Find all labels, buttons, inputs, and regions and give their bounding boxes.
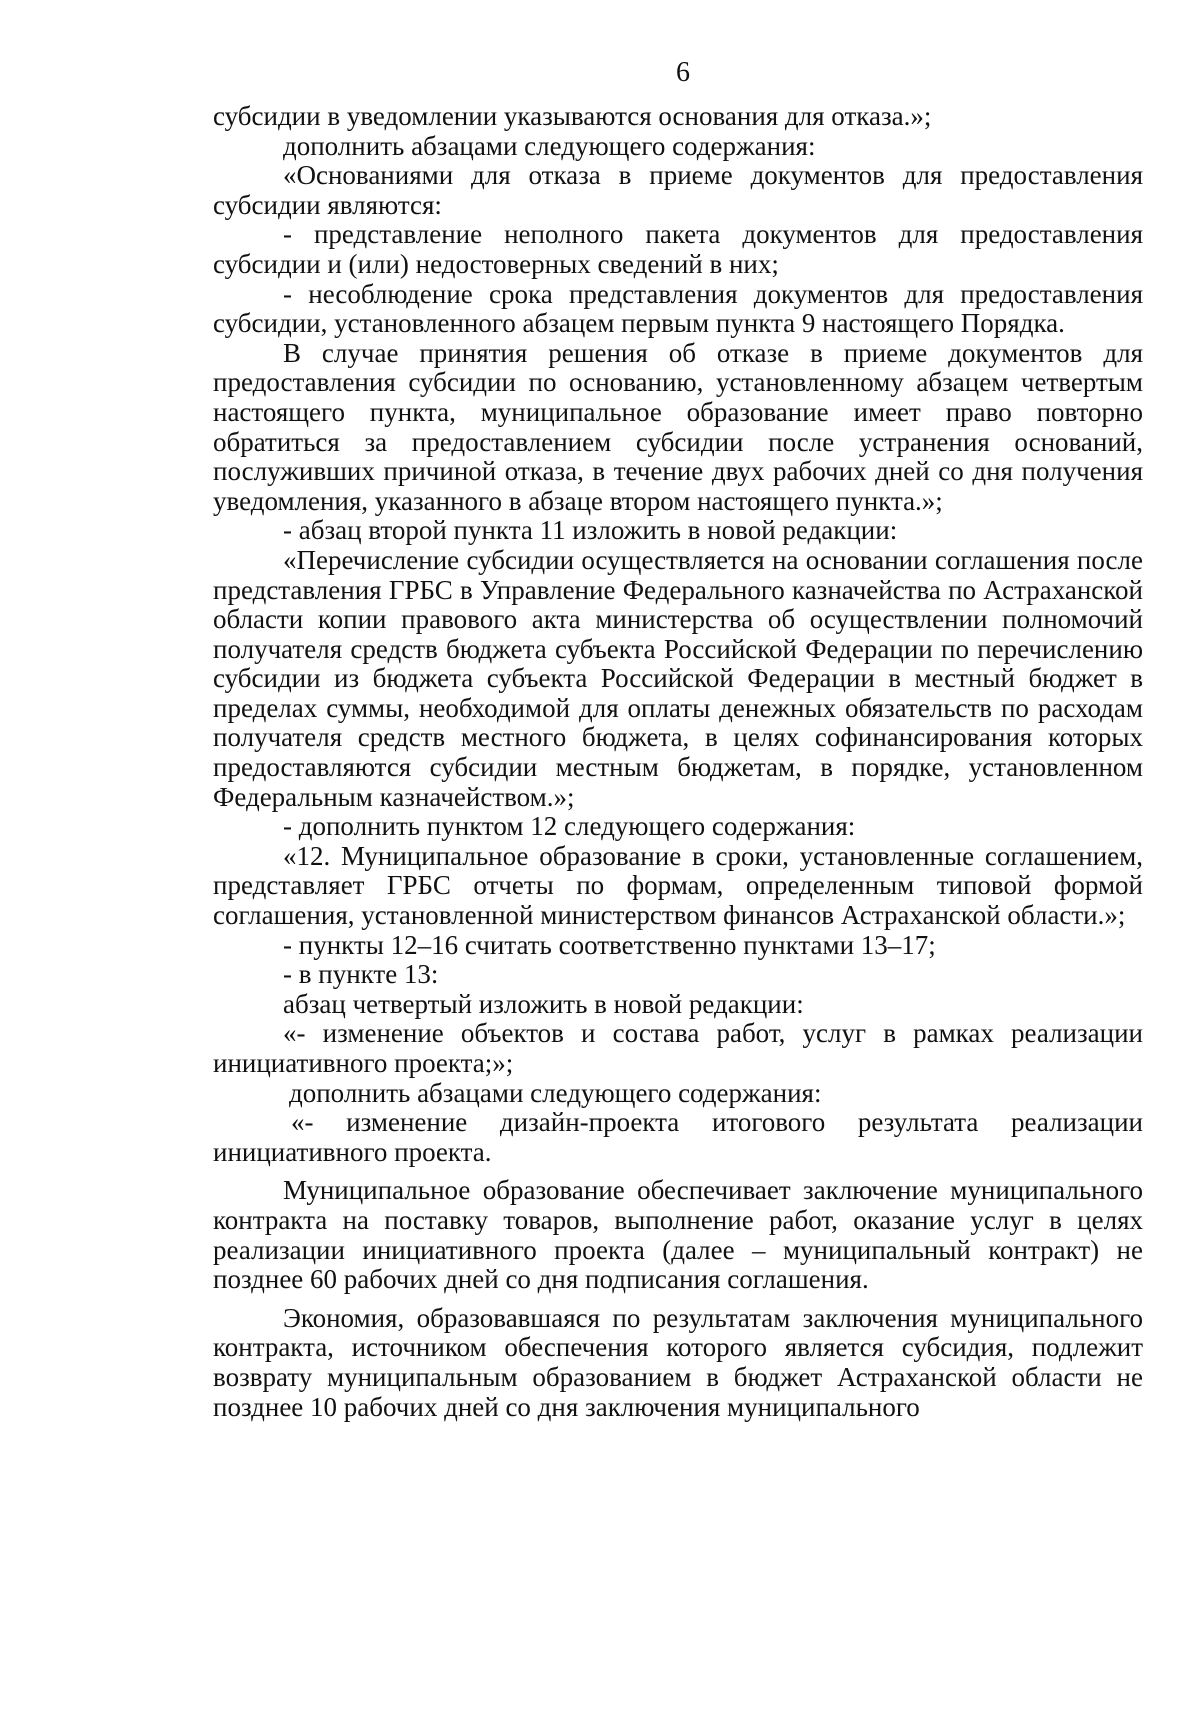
paragraph-9: - дополнить пунктом 12 следующего содержания: [283,811,856,842]
paragraph-10: «12. Муниципальное образование в сроки, установленные соглашением, представляет ГРБС отчеты по формам, определенным типовой формой соглашения, установленной министерством финансов Астраханской области.»; [213,840,1143,931]
paragraph-15: дополнить абзацами следующего содержания: [289,1077,822,1108]
paragraph-18: Экономия, образовавшаяся по результатам заключения муниципального контракта, источником обеспечения которого является субсидия, подлежит возврату муниципальным образованием в бюджет Астраханской области не позднее 10 рабочих дней со дня заключения муниципального [213,1302,1143,1422]
paragraph-3: «Основаниями для отказа в приеме документов для предоставления субсидии являются: [213,160,1143,220]
paragraph-4: - представление неполного пакета документов для предоставления субсидии и (или) недостоверных сведений в них; [213,219,1143,279]
paragraph-12: - в пункте 13: [283,959,439,990]
paragraph-8: «Перечисление субсидии осуществляется на основании соглашения после представления ГРБС в Управление Федерального казначейства по Астраханской области копии правового акта министерства об осуществлении полномочий получателя средств бюджета субъекта Российской Федерации по перечислению субсидии из бюджета субъекта Российской Федерации в местный бюджет в пределах суммы, необходимой для оплаты денежных обязательств по расходам получателя средств местного бюджета, в целях софинансирования которых предоставляются субсидии местным бюджетам, в порядке, установленном Федеральным казначейством.»; [213,544,1143,812]
paragraph-1: субсидии в уведомлении указываются основания для отказа.»; [213,101,932,131]
paragraph-17: Муниципальное образование обеспечивает заключение муниципального контракта на поставку товаров, выполнение работ, оказание услуг в целях реализации инициативного проекта (далее – муниципальный контракт) не позднее 60 рабочих дней со дня подписания соглашения. [213,1175,1143,1295]
paragraph-11: - пункты 12–16 считать соответственно пунктами 13–17; [283,929,936,960]
paragraph-14: «- изменение объектов и состава работ, услуг в рамках реализации инициативного проекта;»; [213,1018,1143,1078]
page-number: 6 [676,57,690,88]
paragraph-5: - несоблюдение срока представления документов для предоставления субсидии, установленного абзацем первым пункта 9 настоящего Порядка. [213,278,1143,339]
paragraph-16: «- изменение дизайн-проекта итогового результата реализации инициативного проекта. [213,1107,1143,1167]
paragraph-7: - абзац второй пункта 11 изложить в новой редакции: [283,515,898,546]
paragraph-2: дополнить абзацами следующего содержания: [283,130,816,161]
document-body [213,102,1143,1422]
paragraph-6: В случае принятия решения об отказе в приеме документов для предоставления субсидии по основанию, установленному абзацем четвертым настоящего пункта, муниципальное образование имеет право повторно обратиться за предоставлением субсидии после устранения оснований, послуживших причиной отказа, в течение двух рабочих дней со дня получения уведомления, указанного в абзаце втором настоящего пункта.»; [213,337,1143,516]
paragraph-13: абзац четвертый изложить в новой редакции: [283,988,804,1019]
